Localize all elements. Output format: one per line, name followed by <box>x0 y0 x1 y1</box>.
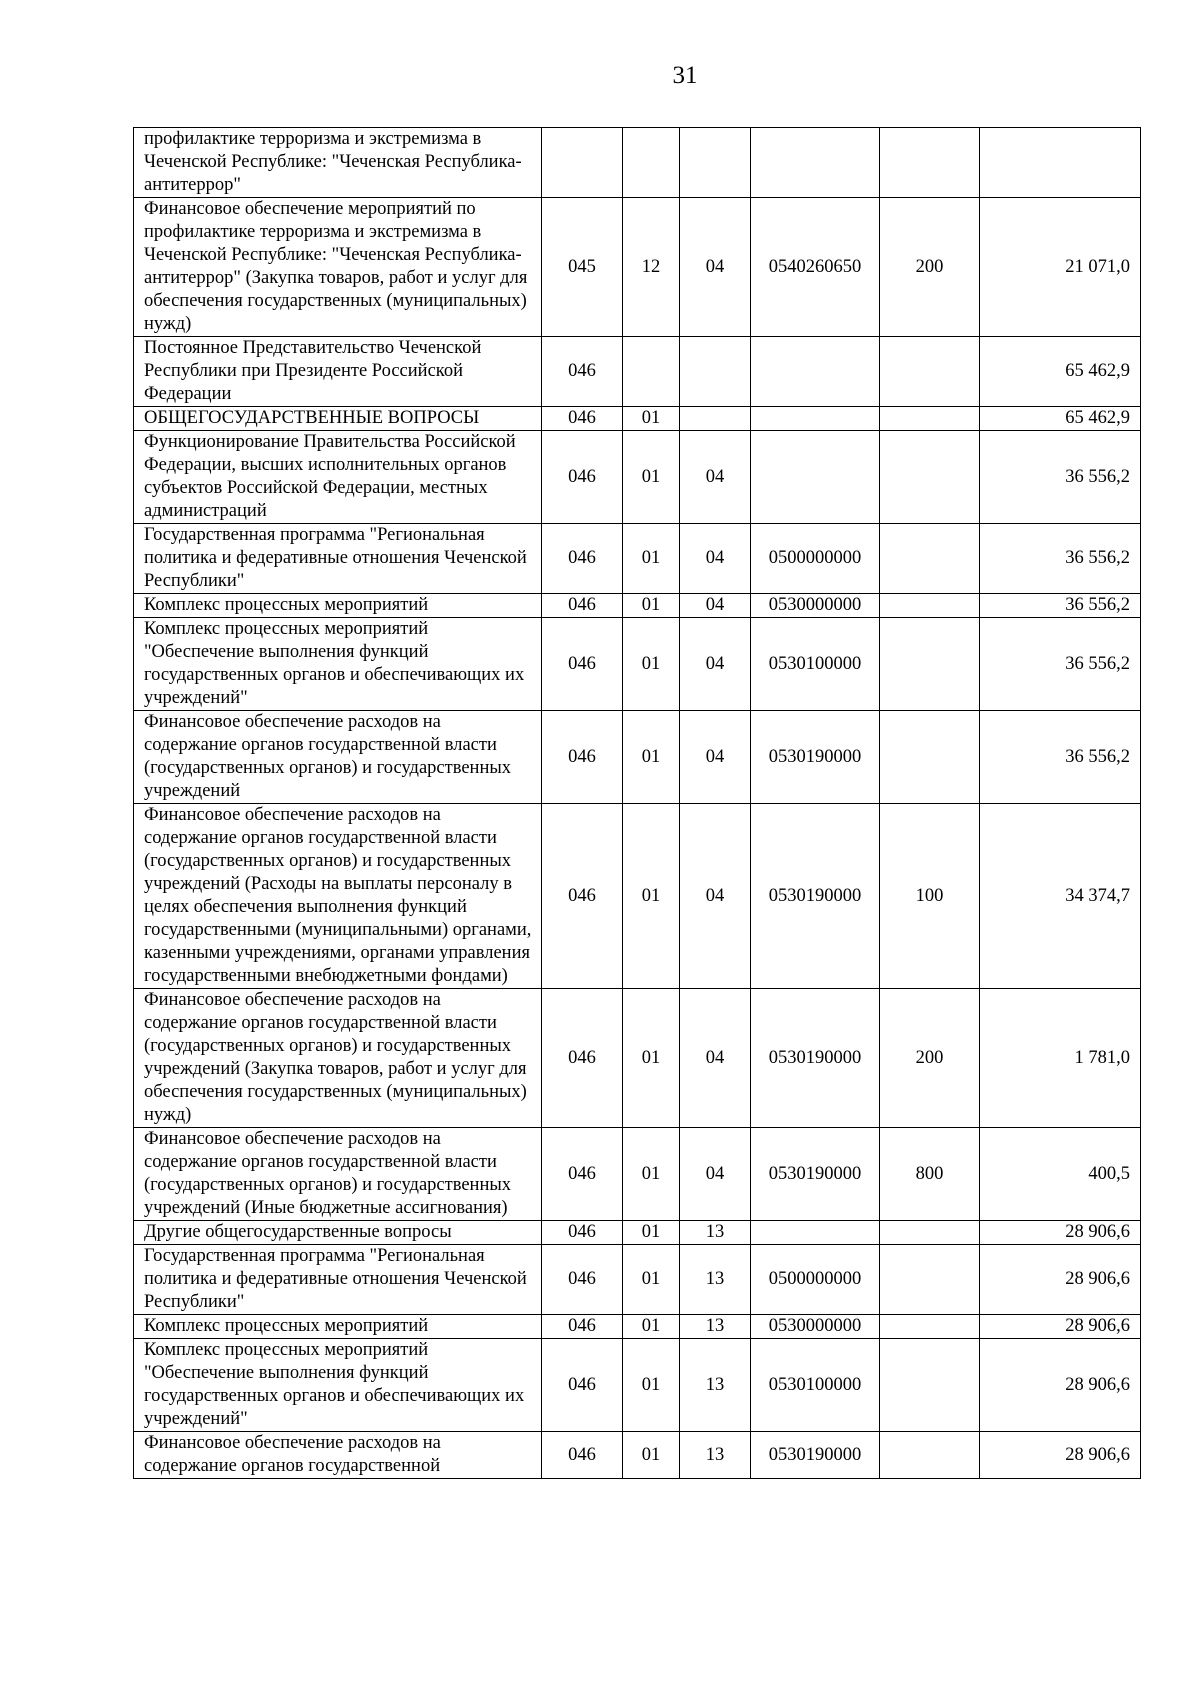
subsection-code-cell: 04 <box>680 618 751 711</box>
section-code-cell: 01 <box>623 989 680 1128</box>
expense-type-cell <box>880 1221 980 1245</box>
row-name-cell: профилактике терроризма и экстремизма в Чеченской Республике: "Чеченская Республика-антитеррор" <box>134 128 542 198</box>
expense-type-cell <box>880 337 980 407</box>
subsection-code-cell: 04 <box>680 594 751 618</box>
target-article-cell <box>751 1221 880 1245</box>
section-code-cell: 01 <box>623 804 680 989</box>
expense-type-cell <box>880 1245 980 1315</box>
table-row <box>134 1315 1141 1339</box>
row-name-cell: Комплекс процессных мероприятий "Обеспечение выполнения функций государственных органов и обеспечивающих их учреждений" <box>134 618 542 711</box>
expense-type-cell: 800 <box>880 1128 980 1221</box>
amount-cell: 65 462,9 <box>980 407 1141 431</box>
ved-code-cell: 046 <box>542 1339 623 1432</box>
row-name-cell: Другие общегосударственные вопросы <box>134 1221 542 1245</box>
target-article-cell <box>751 407 880 431</box>
row-name-cell: Финансовое обеспечение расходов на содержание органов государственной власти (государственных органов) и государственных учреждений (Расходы на выплаты персоналу в целях обеспечения выполнения функций государственными (муниципальными) органами, казенными учреждениями, органами управления государственными внебюджетными фондами) <box>134 804 542 989</box>
section-code-cell: 01 <box>623 1432 680 1479</box>
table-row <box>134 1128 1141 1221</box>
section-code-cell: 01 <box>623 407 680 431</box>
expense-type-cell <box>880 1315 980 1339</box>
target-article-cell: 0530190000 <box>751 804 880 989</box>
row-name-cell: Финансовое обеспечение расходов на содержание органов государственной <box>134 1432 542 1479</box>
target-article-cell: 0530190000 <box>751 711 880 804</box>
row-name-cell: Комплекс процессных мероприятий "Обеспечение выполнения функций государственных органов и обеспечивающих их учреждений" <box>134 1339 542 1432</box>
section-code-cell: 01 <box>623 1315 680 1339</box>
amount-cell: 21 071,0 <box>980 198 1141 337</box>
target-article-cell: 0500000000 <box>751 1245 880 1315</box>
table-row <box>134 431 1141 524</box>
subsection-code-cell <box>680 128 751 198</box>
subsection-code-cell: 04 <box>680 431 751 524</box>
subsection-code-cell: 04 <box>680 711 751 804</box>
subsection-code-cell <box>680 407 751 431</box>
ved-code-cell: 046 <box>542 804 623 989</box>
table-row <box>134 804 1141 989</box>
amount-cell: 36 556,2 <box>980 431 1141 524</box>
subsection-code-cell: 13 <box>680 1245 751 1315</box>
row-name-cell: Комплекс процессных мероприятий <box>134 594 542 618</box>
expense-type-cell: 200 <box>880 989 980 1128</box>
ved-code-cell: 046 <box>542 1315 623 1339</box>
subsection-code-cell: 04 <box>680 1128 751 1221</box>
section-code-cell: 01 <box>623 1221 680 1245</box>
table-row <box>134 594 1141 618</box>
table-row <box>134 407 1141 431</box>
section-code-cell <box>623 337 680 407</box>
subsection-code-cell: 04 <box>680 524 751 594</box>
ved-code-cell: 046 <box>542 431 623 524</box>
ved-code-cell: 046 <box>542 1221 623 1245</box>
amount-cell: 36 556,2 <box>980 618 1141 711</box>
row-name-cell: Функционирование Правительства Российской Федерации, высших исполнительных органов субъектов Российской Федерации, местных администраций <box>134 431 542 524</box>
section-code-cell: 01 <box>623 1128 680 1221</box>
ved-code-cell: 046 <box>542 1128 623 1221</box>
target-article-cell: 0530190000 <box>751 1432 880 1479</box>
ved-code-cell: 046 <box>542 618 623 711</box>
row-name-cell: Государственная программа "Региональная политика и федеративные отношения Чеченской Республики" <box>134 1245 542 1315</box>
target-article-cell: 0530190000 <box>751 989 880 1128</box>
table-row <box>134 989 1141 1128</box>
ved-code-cell: 045 <box>542 198 623 337</box>
table-row <box>134 524 1141 594</box>
amount-cell: 28 906,6 <box>980 1245 1141 1315</box>
row-name-cell: Финансовое обеспечение расходов на содержание органов государственной власти (государственных органов) и государственных учреждений (Иные бюджетные ассигнования) <box>134 1128 542 1221</box>
amount-cell: 1 781,0 <box>980 989 1141 1128</box>
target-article-cell: 0500000000 <box>751 524 880 594</box>
target-article-cell: 0530000000 <box>751 1315 880 1339</box>
amount-cell: 34 374,7 <box>980 804 1141 989</box>
row-name-cell: Государственная программа "Региональная политика и федеративные отношения Чеченской Республики" <box>134 524 542 594</box>
section-code-cell: 01 <box>623 618 680 711</box>
table-row <box>134 1432 1141 1479</box>
subsection-code-cell: 13 <box>680 1339 751 1432</box>
expense-type-cell <box>880 524 980 594</box>
budget-table-body <box>134 128 1141 1479</box>
target-article-cell: 0540260650 <box>751 198 880 337</box>
amount-cell: 36 556,2 <box>980 524 1141 594</box>
subsection-code-cell <box>680 337 751 407</box>
subsection-code-cell: 13 <box>680 1432 751 1479</box>
table-row <box>134 618 1141 711</box>
table-row <box>134 1339 1141 1432</box>
target-article-cell: 0530000000 <box>751 594 880 618</box>
subsection-code-cell: 04 <box>680 198 751 337</box>
amount-cell: 28 906,6 <box>980 1221 1141 1245</box>
section-code-cell: 12 <box>623 198 680 337</box>
subsection-code-cell: 04 <box>680 989 751 1128</box>
row-name-cell: Постоянное Представительство Чеченской Республики при Президенте Российской Федерации <box>134 337 542 407</box>
target-article-cell <box>751 337 880 407</box>
row-name-cell: Финансовое обеспечение мероприятий по профилактике терроризма и экстремизма в Чеченской Республике: "Чеченская Республика-антитеррор" (Закупка товаров, работ и услуг для обеспечения государственных (муниципальных) нужд) <box>134 198 542 337</box>
subsection-code-cell: 13 <box>680 1315 751 1339</box>
ved-code-cell: 046 <box>542 407 623 431</box>
ved-code-cell: 046 <box>542 1432 623 1479</box>
row-name-cell: Финансовое обеспечение расходов на содержание органов государственной власти (государственных органов) и государственных учреждений <box>134 711 542 804</box>
expense-type-cell: 200 <box>880 198 980 337</box>
ved-code-cell: 046 <box>542 337 623 407</box>
section-code-cell: 01 <box>623 1245 680 1315</box>
table-row <box>134 198 1141 337</box>
section-code-cell: 01 <box>623 594 680 618</box>
expense-type-cell <box>880 431 980 524</box>
expense-type-cell <box>880 618 980 711</box>
section-code-cell <box>623 128 680 198</box>
amount-cell: 28 906,6 <box>980 1315 1141 1339</box>
ved-code-cell: 046 <box>542 711 623 804</box>
table-row <box>134 711 1141 804</box>
expense-type-cell <box>880 128 980 198</box>
budget-table <box>133 127 1141 1479</box>
table-row <box>134 1245 1141 1315</box>
amount-cell: 400,5 <box>980 1128 1141 1221</box>
table-row <box>134 128 1141 198</box>
page-number: 31 <box>672 62 698 89</box>
row-name-cell: Комплекс процессных мероприятий <box>134 1315 542 1339</box>
expense-type-cell <box>880 1339 980 1432</box>
ved-code-cell <box>542 128 623 198</box>
ved-code-cell: 046 <box>542 524 623 594</box>
section-code-cell: 01 <box>623 711 680 804</box>
target-article-cell <box>751 128 880 198</box>
expense-type-cell <box>880 407 980 431</box>
section-code-cell: 01 <box>623 524 680 594</box>
amount-cell <box>980 128 1141 198</box>
expense-type-cell <box>880 594 980 618</box>
amount-cell: 28 906,6 <box>980 1339 1141 1432</box>
row-name-cell: Финансовое обеспечение расходов на содержание органов государственной власти (государственных органов) и государственных учреждений (Закупка товаров, работ и услуг для обеспечения государственных (муниципальных) нужд) <box>134 989 542 1128</box>
ved-code-cell: 046 <box>542 1245 623 1315</box>
expense-type-cell <box>880 711 980 804</box>
section-code-cell: 01 <box>623 1339 680 1432</box>
ved-code-cell: 046 <box>542 594 623 618</box>
ved-code-cell: 046 <box>542 989 623 1128</box>
expense-type-cell: 100 <box>880 804 980 989</box>
amount-cell: 65 462,9 <box>980 337 1141 407</box>
subsection-code-cell: 13 <box>680 1221 751 1245</box>
target-article-cell: 0530100000 <box>751 1339 880 1432</box>
amount-cell: 36 556,2 <box>980 594 1141 618</box>
expense-type-cell <box>880 1432 980 1479</box>
amount-cell: 36 556,2 <box>980 711 1141 804</box>
table-row <box>134 1221 1141 1245</box>
row-name-cell: ОБЩЕГОСУДАРСТВЕННЫЕ ВОПРОСЫ <box>134 407 542 431</box>
target-article-cell: 0530190000 <box>751 1128 880 1221</box>
table-row <box>134 337 1141 407</box>
section-code-cell: 01 <box>623 431 680 524</box>
amount-cell: 28 906,6 <box>980 1432 1141 1479</box>
target-article-cell <box>751 431 880 524</box>
subsection-code-cell: 04 <box>680 804 751 989</box>
target-article-cell: 0530100000 <box>751 618 880 711</box>
